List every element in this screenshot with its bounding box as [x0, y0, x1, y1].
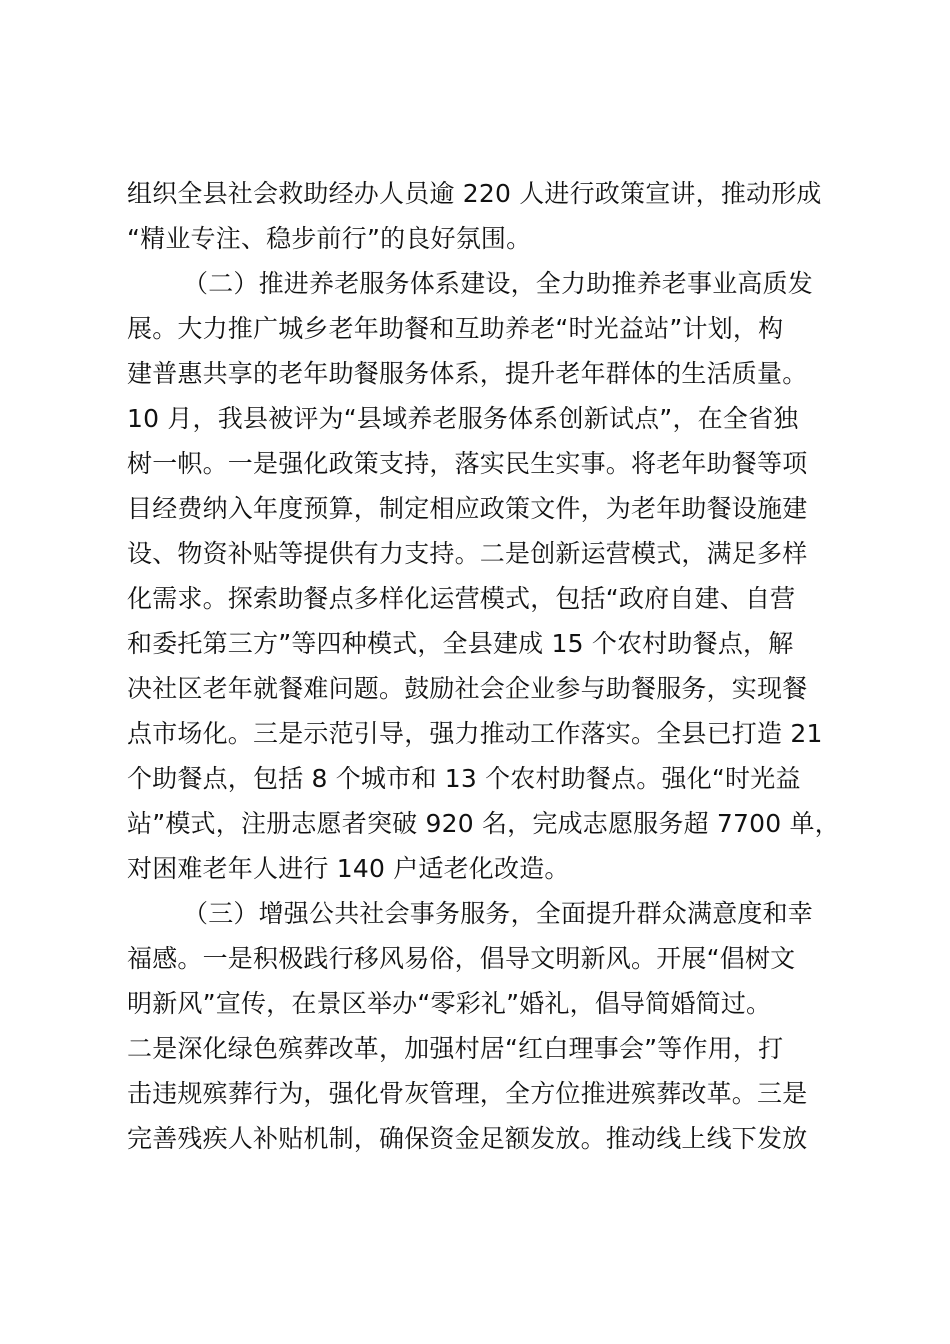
text-line: 组织全县社会救助经办人员逾 220 人进行政策宣讲，推动形成 — [127, 179, 822, 208]
text-line: 完善残疾人补贴机制，确保资金足额发放。推动线上线下发放 — [127, 1124, 808, 1153]
text-line: 化需求。探索助餐点多样化运营模式，包括“政府自建、自营 — [127, 584, 796, 613]
text-line: 对困难老年人进行 140 户适老化改造。 — [127, 854, 570, 883]
text-line: 展。大力推广城乡老年助餐和互助养老“时光益站”计划，构 — [127, 314, 784, 343]
text-line: 明新风”宣传，在景区举办“零彩礼”婚礼，倡导简婚简过。 — [127, 989, 772, 1018]
text-line: 目经费纳入年度预算，制定相应政策文件，为老年助餐设施建 — [127, 494, 808, 523]
text-line: 树一帜。一是强化政策支持，落实民生实事。将老年助餐等项 — [127, 449, 808, 478]
text-line: 站”模式，注册志愿者突破 920 名，完成志愿服务超 7700 单， — [127, 809, 840, 838]
text-line: 建普惠共享的老年助餐服务体系，提升老年群体的生活质量。 — [127, 359, 808, 388]
text-line: 和委托第三方”等四种模式，全县建成 15 个农村助餐点，解 — [127, 629, 794, 658]
text-line: 决社区老年就餐难问题。鼓励社会企业参与助餐服务，实现餐 — [127, 674, 808, 703]
text-line: “精业专注、稳步前行”的良好氛围。 — [127, 224, 532, 253]
text-line: 二是深化绿色殡葬改革，加强村居“红白理事会”等作用，打 — [127, 1034, 784, 1063]
section-heading-line: （二）推进养老服务体系建设，全力助推养老事业高质发 — [183, 269, 814, 298]
text-line: 击违规殡葬行为，强化骨灰管理，全方位推进殡葬改革。三是 — [127, 1079, 808, 1108]
text-line: 福感。一是积极践行移风易俗，倡导文明新风。开展“倡树文 — [127, 944, 796, 973]
text-line: 点市场化。三是示范引导，强力推动工作落实。全县已打造 21 — [127, 719, 823, 748]
text-line: 10 月，我县被评为“县域养老服务体系创新试点”，在全省独 — [127, 404, 799, 433]
section-heading-line: （三）增强公共社会事务服务，全面提升群众满意度和幸 — [183, 899, 814, 928]
text-line: 设、物资补贴等提供有力支持。二是创新运营模式，满足多样 — [127, 539, 808, 568]
text-line: 个助餐点，包括 8 个城市和 13 个农村助餐点。强化“时光益 — [127, 764, 801, 793]
